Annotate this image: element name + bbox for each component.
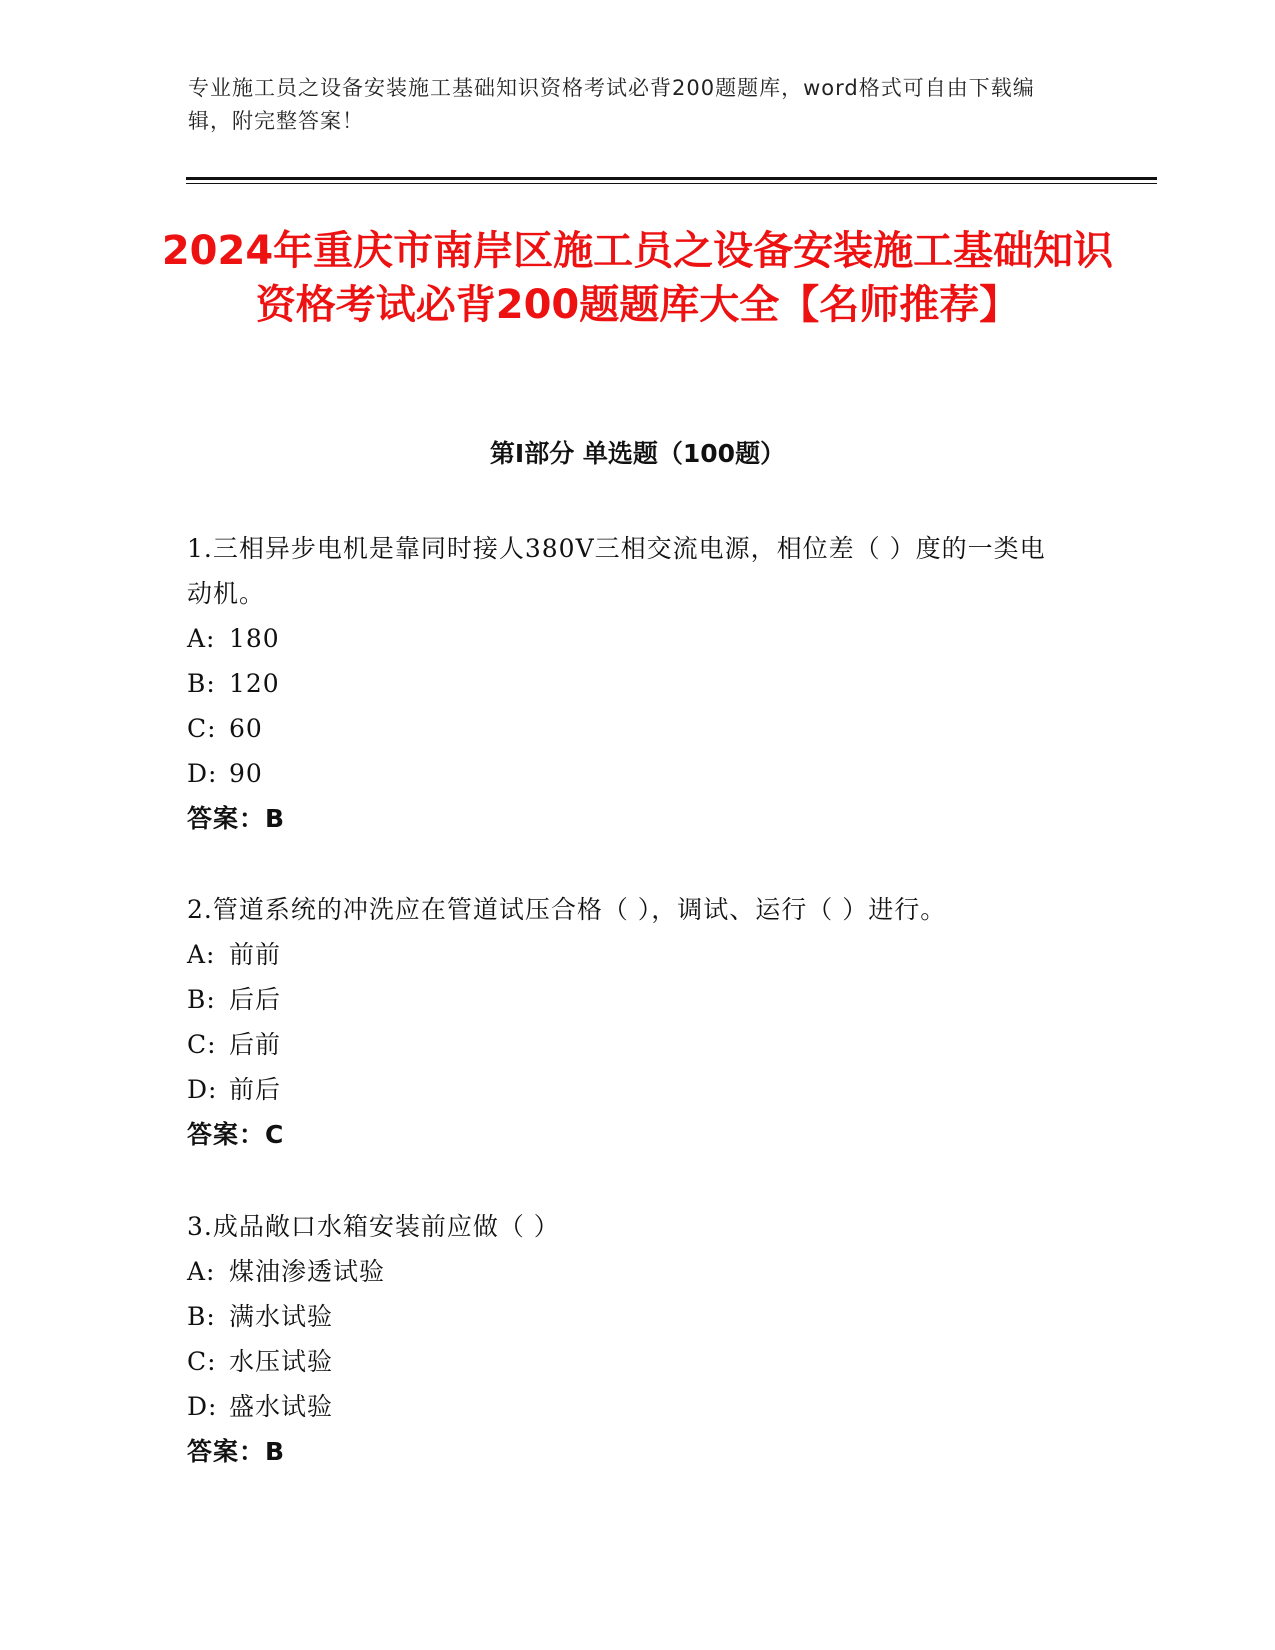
option-d	[187, 1384, 1067, 1429]
option-d	[187, 751, 1067, 796]
option-b	[187, 1294, 1067, 1339]
option-text: 煤油渗透试验	[229, 1257, 386, 1286]
option-d	[187, 1067, 1067, 1112]
option-b	[187, 977, 1067, 1022]
option-letter: C:	[187, 1030, 217, 1059]
option-text: 后后	[229, 985, 282, 1014]
section-heading: 第Ⅰ部分 单选题（100题）	[489, 439, 786, 468]
question-2	[187, 887, 1067, 1157]
answer-line: 答案：C	[187, 1120, 285, 1149]
option-letter: B:	[187, 669, 216, 698]
option-c	[187, 1022, 1067, 1067]
option-letter: A:	[187, 624, 216, 653]
answer-line: 答案：B	[187, 1437, 286, 1466]
option-text: 90	[229, 759, 263, 788]
question-1	[187, 526, 1067, 841]
option-letter: A:	[187, 1257, 216, 1286]
option-text: 前前	[229, 940, 282, 969]
option-text: 水压试验	[229, 1347, 334, 1376]
question-stem: 2.管道系统的冲洗应在管道试压合格（ ），调试、运行（ ）进行。	[187, 895, 947, 924]
option-c	[187, 1339, 1067, 1384]
option-a	[187, 932, 1067, 977]
option-b	[187, 661, 1067, 706]
option-c	[187, 706, 1067, 751]
option-letter: B:	[187, 985, 216, 1014]
option-a	[187, 1249, 1067, 1294]
option-letter: C:	[187, 1347, 217, 1376]
option-text: 后前	[229, 1030, 282, 1059]
option-a	[187, 616, 1067, 661]
option-text: 60	[229, 714, 263, 743]
header-note: 专业施工员之设备安装施工基础知识资格考试必背200题题库，word格式可自由下载编辑，附完整答案！	[188, 76, 1035, 133]
option-letter: D:	[187, 759, 218, 788]
document-title: 2024年重庆市南岸区施工员之设备安装施工基础知识资格考试必背200题题库大全【名师推荐】	[161, 228, 1114, 328]
question-stem: 3.成品敞口水箱安装前应做（ ）	[187, 1212, 560, 1241]
header-divider-thin	[186, 183, 1157, 184]
option-letter: D:	[187, 1392, 218, 1421]
question-stem: 1.三相异步电机是靠同时接人380V三相交流电源，相位差（ ）度的一类电动机。	[187, 534, 1046, 608]
option-text: 180	[229, 624, 280, 653]
header-divider-thick	[186, 177, 1157, 180]
option-text: 前后	[229, 1075, 282, 1104]
answer-line: 答案：B	[187, 804, 286, 833]
option-text: 满水试验	[229, 1302, 334, 1331]
option-letter: D:	[187, 1075, 218, 1104]
option-letter: A:	[187, 940, 216, 969]
option-text: 盛水试验	[229, 1392, 334, 1421]
option-letter: B:	[187, 1302, 216, 1331]
option-text: 120	[229, 669, 280, 698]
question-3	[187, 1204, 1067, 1474]
option-letter: C:	[187, 714, 217, 743]
